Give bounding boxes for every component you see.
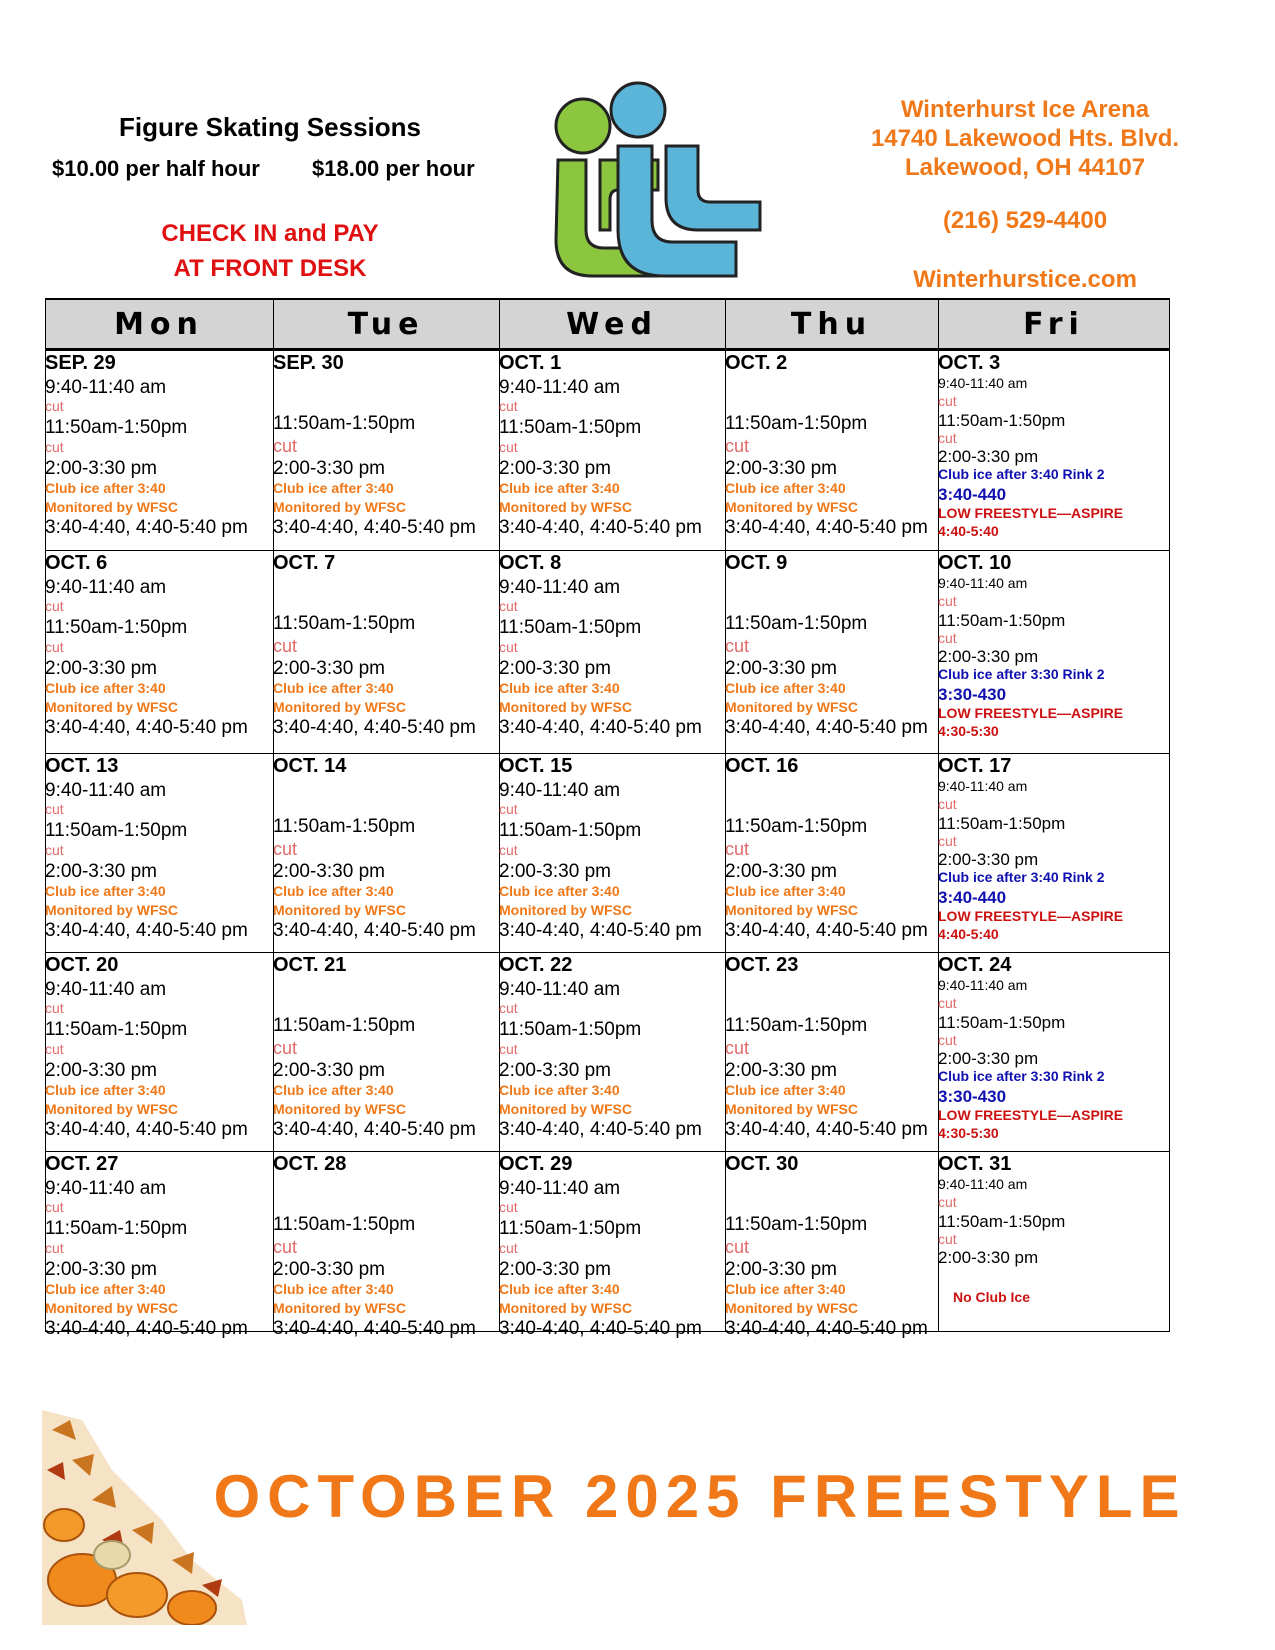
calendar-grid — [45, 298, 1230, 1406]
cut-label: cut — [499, 439, 518, 455]
monitored-note: Monitored by WFSC — [499, 1300, 632, 1316]
cut-label: cut — [499, 598, 518, 614]
session-evening: 3:40-4:40, 4:40-5:40 pm — [725, 517, 928, 538]
session-morning: 9:40-11:40 am — [499, 1178, 621, 1199]
session-evening: 3:40-4:40, 4:40-5:40 pm — [45, 1318, 248, 1339]
session-evening: 3:40-4:40, 4:40-5:40 pm — [499, 1119, 702, 1140]
grid-vertical-line — [1169, 298, 1170, 1332]
session-afternoon: 2:00-3:30 pm — [45, 458, 157, 479]
session-evening: 3:40-4:40, 4:40-5:40 pm — [499, 717, 702, 738]
club-ice-note: Club ice after 3:40 — [725, 480, 846, 496]
day-date: OCT. 24 — [938, 954, 1012, 976]
cut-label: cut — [499, 1041, 518, 1057]
monitored-note: Monitored by WFSC — [45, 1101, 178, 1117]
session-afternoon: 2:00-3:30 pm — [499, 458, 611, 479]
session-evening: 3:40-4:40, 4:40-5:40 pm — [499, 517, 702, 538]
club-ice-note: Club ice after 3:40 — [499, 883, 620, 899]
session-morning: 9:40-11:40 am — [45, 780, 167, 801]
cut-label: cut — [938, 1231, 957, 1247]
low-freestyle-time: 4:30-5:30 — [938, 1125, 999, 1141]
club-ice-note: Club ice after 3:40 — [725, 680, 846, 696]
session-evening: 3:40-4:40, 4:40-5:40 pm — [725, 1119, 928, 1140]
calendar-day-cell — [45, 753, 271, 950]
day-header-fri: Fri — [938, 298, 1170, 350]
calendar-day-cell — [725, 952, 936, 1149]
club-ice-slot: 3:30-430 — [938, 1087, 1007, 1106]
club-ice-rink2-note: Club ice after 3:40 Rink 2 — [938, 869, 1105, 885]
session-afternoon: 2:00-3:30 pm — [725, 1259, 837, 1280]
monitored-note: Monitored by WFSC — [45, 902, 178, 918]
low-freestyle-time: 4:40-5:40 — [938, 926, 999, 942]
calendar-day-cell — [273, 550, 497, 751]
checkin-notice-line2: AT FRONT DESK — [173, 255, 367, 282]
club-ice-note: Club ice after 3:40 — [45, 1281, 166, 1297]
session-evening: 3:40-4:40, 4:40-5:40 pm — [499, 1318, 702, 1339]
session-midday: 11:50am-1:50pm — [273, 1214, 416, 1235]
cut-label: cut — [938, 1194, 957, 1210]
day-date: OCT. 7 — [273, 552, 336, 574]
day-date: OCT. 23 — [725, 954, 799, 976]
session-afternoon: 2:00-3:30 pm — [938, 1049, 1039, 1068]
day-date: OCT. 28 — [273, 1153, 347, 1175]
session-midday: 11:50am-1:50pm — [938, 814, 1066, 833]
monitored-note: Monitored by WFSC — [725, 699, 858, 715]
calendar-day-cell — [273, 350, 497, 548]
calendar-day-cell — [45, 550, 271, 751]
session-midday: 11:50am-1:50pm — [725, 1214, 868, 1235]
calendar-day-cell — [938, 952, 1168, 1149]
cut-label: cut — [45, 639, 64, 655]
day-header-tue: Tue — [273, 298, 499, 350]
session-afternoon: 2:00-3:30 pm — [273, 658, 385, 679]
cut-label: cut — [938, 1032, 957, 1048]
session-midday: 11:50am-1:50pm — [273, 613, 416, 634]
day-date: OCT. 15 — [499, 755, 573, 777]
cut-label: cut — [499, 1199, 518, 1215]
session-midday: 11:50am-1:50pm — [725, 1015, 868, 1036]
cut-label: cut — [45, 1199, 64, 1215]
session-afternoon: 2:00-3:30 pm — [273, 1060, 385, 1081]
session-midday: 11:50am-1:50pm — [938, 1013, 1066, 1032]
monitored-note: Monitored by WFSC — [499, 499, 632, 515]
monitored-note: Monitored by WFSC — [273, 1300, 406, 1316]
day-date: OCT. 29 — [499, 1153, 573, 1175]
session-evening: 3:40-4:40, 4:40-5:40 pm — [499, 920, 702, 941]
day-date: SEP. 29 — [45, 352, 116, 374]
cut-label: cut — [273, 839, 298, 859]
low-freestyle-note: LOW FREESTYLE—ASPIRE — [938, 505, 1124, 521]
session-midday: 11:50am-1:50pm — [938, 411, 1066, 430]
session-afternoon: 2:00-3:30 pm — [725, 658, 837, 679]
session-afternoon: 2:00-3:30 pm — [45, 1259, 157, 1280]
cut-label: cut — [499, 639, 518, 655]
cut-label: cut — [725, 1038, 750, 1058]
cut-label: cut — [938, 630, 957, 646]
arena-name: Winterhurst Ice Arena — [900, 96, 1150, 123]
arena-phone: (216) 529-4400 — [942, 207, 1108, 234]
cut-label: cut — [938, 430, 957, 446]
session-morning: 9:40-11:40 am — [499, 979, 621, 1000]
cut-label: cut — [725, 436, 750, 456]
club-ice-note: Club ice after 3:40 — [273, 1082, 394, 1098]
calendar-day-cell — [725, 550, 936, 751]
monitored-note: Monitored by WFSC — [273, 699, 406, 715]
club-ice-rink2-note: Club ice after 3:30 Rink 2 — [938, 1068, 1105, 1084]
session-midday: 11:50am-1:50pm — [499, 417, 642, 438]
session-midday: 11:50am-1:50pm — [725, 413, 868, 434]
footer-title: OCTOBER 2025 FREESTYLE — [213, 1463, 1187, 1530]
session-midday: 11:50am-1:50pm — [45, 417, 188, 438]
day-date: OCT. 14 — [273, 755, 347, 777]
session-midday: 11:50am-1:50pm — [273, 413, 416, 434]
calendar-day-cell — [45, 952, 271, 1149]
session-morning: 9:40-11:40 am — [45, 377, 167, 398]
calendar-day-cell — [725, 1151, 936, 1349]
monitored-note: Monitored by WFSC — [273, 902, 406, 918]
cut-label: cut — [45, 842, 64, 858]
monitored-note: Monitored by WFSC — [725, 499, 858, 515]
cut-label: cut — [273, 436, 298, 456]
session-afternoon: 2:00-3:30 pm — [499, 861, 611, 882]
calendar-day-cell — [499, 350, 723, 548]
session-afternoon: 2:00-3:30 pm — [725, 458, 837, 479]
day-date: OCT. 22 — [499, 954, 573, 976]
cut-label: cut — [45, 1041, 64, 1057]
session-midday: 11:50am-1:50pm — [45, 1218, 188, 1239]
session-midday: 11:50am-1:50pm — [45, 820, 188, 841]
club-ice-note: Club ice after 3:40 — [273, 480, 394, 496]
cut-label: cut — [938, 995, 957, 1011]
low-freestyle-time: 4:30-5:30 — [938, 723, 999, 739]
session-afternoon: 2:00-3:30 pm — [938, 1248, 1039, 1267]
calendar-day-cell — [499, 1151, 723, 1349]
cut-label: cut — [499, 1240, 518, 1256]
club-ice-note: Club ice after 3:40 — [499, 480, 620, 496]
day-date: OCT. 31 — [938, 1153, 1012, 1175]
cut-label: cut — [499, 801, 518, 817]
cut-label: cut — [45, 801, 64, 817]
session-afternoon: 2:00-3:30 pm — [273, 458, 385, 479]
session-midday: 11:50am-1:50pm — [45, 1019, 188, 1040]
club-ice-note: Club ice after 3:40 — [499, 1082, 620, 1098]
session-midday: 11:50am-1:50pm — [499, 1019, 642, 1040]
day-header-mon: Mon — [45, 298, 273, 350]
session-midday: 11:50am-1:50pm — [725, 816, 868, 837]
session-afternoon: 2:00-3:30 pm — [273, 1259, 385, 1280]
session-morning: 9:40-11:40 am — [499, 377, 621, 398]
session-morning: 9:40-11:40 am — [938, 375, 1028, 391]
session-morning: 9:40-11:40 am — [499, 780, 621, 801]
calendar-day-cell — [938, 753, 1168, 950]
cut-label: cut — [45, 598, 64, 614]
session-afternoon: 2:00-3:30 pm — [45, 1060, 157, 1081]
club-ice-slot: 3:30-430 — [938, 685, 1007, 704]
day-date: OCT. 1 — [499, 352, 562, 374]
calendar-day-cell — [273, 1151, 497, 1349]
cut-label: cut — [45, 439, 64, 455]
low-freestyle-time: 4:40-5:40 — [938, 523, 999, 539]
cut-label: cut — [273, 636, 298, 656]
club-ice-slot: 3:40-440 — [938, 888, 1007, 907]
monitored-note: Monitored by WFSC — [45, 499, 178, 515]
session-evening: 3:40-4:40, 4:40-5:40 pm — [45, 717, 248, 738]
cut-label: cut — [499, 842, 518, 858]
cut-label: cut — [45, 1240, 64, 1256]
session-morning: 9:40-11:40 am — [938, 977, 1028, 993]
monitored-note: Monitored by WFSC — [725, 902, 858, 918]
day-date: OCT. 10 — [938, 552, 1012, 574]
day-date: OCT. 16 — [725, 755, 799, 777]
no-club-ice-note: No Club Ice — [953, 1289, 1031, 1305]
session-morning: 9:40-11:40 am — [938, 1176, 1028, 1192]
monitored-note: Monitored by WFSC — [725, 1101, 858, 1117]
club-ice-note: Club ice after 3:40 — [725, 1082, 846, 1098]
session-midday: 11:50am-1:50pm — [273, 816, 416, 837]
day-date: OCT. 6 — [45, 552, 108, 574]
day-date: OCT. 13 — [45, 755, 119, 777]
day-date: OCT. 30 — [725, 1153, 799, 1175]
club-ice-slot: 3:40-440 — [938, 485, 1007, 504]
session-afternoon: 2:00-3:30 pm — [273, 861, 385, 882]
price-half-hour: $10.00 per half hour — [52, 156, 260, 181]
monitored-note: Monitored by WFSC — [45, 699, 178, 715]
club-ice-note: Club ice after 3:40 — [725, 1281, 846, 1297]
day-date: OCT. 8 — [499, 552, 562, 574]
cut-label: cut — [938, 393, 957, 409]
day-date: OCT. 27 — [45, 1153, 119, 1175]
session-afternoon: 2:00-3:30 pm — [938, 447, 1039, 466]
checkin-notice-line1: CHECK IN and PAY — [161, 220, 379, 247]
arena-logo — [548, 80, 778, 280]
calendar-day-cell — [273, 753, 497, 950]
calendar-day-cell — [45, 1151, 271, 1349]
session-afternoon: 2:00-3:30 pm — [938, 850, 1039, 869]
cut-label: cut — [499, 398, 518, 414]
session-evening: 3:40-4:40, 4:40-5:40 pm — [45, 920, 248, 941]
session-afternoon: 2:00-3:30 pm — [725, 861, 837, 882]
cut-label: cut — [499, 1000, 518, 1016]
session-evening: 3:40-4:40, 4:40-5:40 pm — [273, 920, 476, 941]
calendar-day-cell — [725, 350, 936, 548]
session-evening: 3:40-4:40, 4:40-5:40 pm — [273, 717, 476, 738]
day-header-wed: Wed — [499, 298, 725, 350]
calendar-day-cell — [499, 753, 723, 950]
session-afternoon: 2:00-3:30 pm — [725, 1060, 837, 1081]
session-midday: 11:50am-1:50pm — [938, 1212, 1066, 1231]
calendar-day-cell — [499, 550, 723, 751]
session-morning: 9:40-11:40 am — [938, 778, 1028, 794]
session-evening: 3:40-4:40, 4:40-5:40 pm — [273, 1318, 476, 1339]
calendar-day-cell — [938, 350, 1168, 548]
cut-label: cut — [45, 398, 64, 414]
cut-label: cut — [273, 1237, 298, 1257]
session-midday: 11:50am-1:50pm — [938, 611, 1066, 630]
day-header-thu: Thu — [725, 298, 938, 350]
cut-label: cut — [45, 1000, 64, 1016]
club-ice-note: Club ice after 3:40 — [725, 883, 846, 899]
session-morning: 9:40-11:40 am — [938, 575, 1028, 591]
cut-label: cut — [938, 593, 957, 609]
session-evening: 3:40-4:40, 4:40-5:40 pm — [273, 517, 476, 538]
club-ice-note: Club ice after 3:40 — [45, 1082, 166, 1098]
calendar-day-cell — [938, 550, 1168, 751]
monitored-note: Monitored by WFSC — [45, 1300, 178, 1316]
session-afternoon: 2:00-3:30 pm — [499, 1259, 611, 1280]
club-ice-note: Club ice after 3:40 — [45, 480, 166, 496]
club-ice-note: Club ice after 3:40 — [273, 1281, 394, 1297]
day-date: OCT. 2 — [725, 352, 788, 374]
calendar-day-cell — [45, 350, 271, 548]
day-date: OCT. 21 — [273, 954, 347, 976]
session-afternoon: 2:00-3:30 pm — [45, 658, 157, 679]
session-midday: 11:50am-1:50pm — [725, 613, 868, 634]
cut-label: cut — [725, 636, 750, 656]
club-ice-rink2-note: Club ice after 3:40 Rink 2 — [938, 466, 1105, 482]
session-afternoon: 2:00-3:30 pm — [499, 1060, 611, 1081]
session-midday: 11:50am-1:50pm — [499, 1218, 642, 1239]
club-ice-rink2-note: Club ice after 3:30 Rink 2 — [938, 666, 1105, 682]
cut-label: cut — [725, 839, 750, 859]
session-evening: 3:40-4:40, 4:40-5:40 pm — [273, 1119, 476, 1140]
low-freestyle-note: LOW FREESTYLE—ASPIRE — [938, 908, 1124, 924]
session-morning: 9:40-11:40 am — [499, 577, 621, 598]
calendar-day-cell — [938, 1151, 1168, 1349]
monitored-note: Monitored by WFSC — [499, 902, 632, 918]
session-evening: 3:40-4:40, 4:40-5:40 pm — [725, 920, 928, 941]
arena-website[interactable]: Winterhurstice.com — [913, 266, 1137, 293]
session-evening: 3:40-4:40, 4:40-5:40 pm — [45, 1119, 248, 1140]
calendar-day-cell — [725, 753, 936, 950]
cut-label: cut — [938, 796, 957, 812]
session-evening: 3:40-4:40, 4:40-5:40 pm — [725, 717, 928, 738]
arena-address-line1: 14740 Lakewood Hts. Blvd. — [870, 125, 1180, 152]
day-date: SEP. 30 — [273, 352, 344, 374]
day-date: OCT. 9 — [725, 552, 788, 574]
session-afternoon: 2:00-3:30 pm — [499, 658, 611, 679]
session-afternoon: 2:00-3:30 pm — [938, 647, 1039, 666]
club-ice-note: Club ice after 3:40 — [499, 680, 620, 696]
club-ice-note: Club ice after 3:40 — [45, 883, 166, 899]
cut-label: cut — [725, 1237, 750, 1257]
calendar-day-cell — [273, 952, 497, 1149]
session-midday: 11:50am-1:50pm — [499, 617, 642, 638]
cut-label: cut — [273, 1038, 298, 1058]
day-date: OCT. 20 — [45, 954, 119, 976]
low-freestyle-note: LOW FREESTYLE—ASPIRE — [938, 1107, 1124, 1123]
monitored-note: Monitored by WFSC — [499, 1101, 632, 1117]
session-midday: 11:50am-1:50pm — [273, 1015, 416, 1036]
monitored-note: Monitored by WFSC — [725, 1300, 858, 1316]
session-morning: 9:40-11:40 am — [45, 979, 167, 1000]
day-date: OCT. 17 — [938, 755, 1012, 777]
club-ice-note: Club ice after 3:40 — [45, 680, 166, 696]
session-midday: 11:50am-1:50pm — [499, 820, 642, 841]
session-evening: 3:40-4:40, 4:40-5:40 pm — [725, 1318, 928, 1339]
session-morning: 9:40-11:40 am — [45, 577, 167, 598]
arena-address-line2: Lakewood, OH 44107 — [904, 154, 1146, 181]
session-morning: 9:40-11:40 am — [45, 1178, 167, 1199]
price-hour: $18.00 per hour — [312, 156, 475, 181]
club-ice-note: Club ice after 3:40 — [499, 1281, 620, 1297]
session-title: Figure Skating Sessions — [119, 112, 421, 142]
cut-label: cut — [938, 833, 957, 849]
club-ice-note: Club ice after 3:40 — [273, 680, 394, 696]
calendar-day-cell — [499, 952, 723, 1149]
monitored-note: Monitored by WFSC — [273, 1101, 406, 1117]
monitored-note: Monitored by WFSC — [273, 499, 406, 515]
session-evening: 3:40-4:40, 4:40-5:40 pm — [45, 517, 248, 538]
session-afternoon: 2:00-3:30 pm — [45, 861, 157, 882]
day-date: OCT. 3 — [938, 352, 1001, 374]
session-midday: 11:50am-1:50pm — [45, 617, 188, 638]
club-ice-note: Club ice after 3:40 — [273, 883, 394, 899]
low-freestyle-note: LOW FREESTYLE—ASPIRE — [938, 705, 1124, 721]
monitored-note: Monitored by WFSC — [499, 699, 632, 715]
